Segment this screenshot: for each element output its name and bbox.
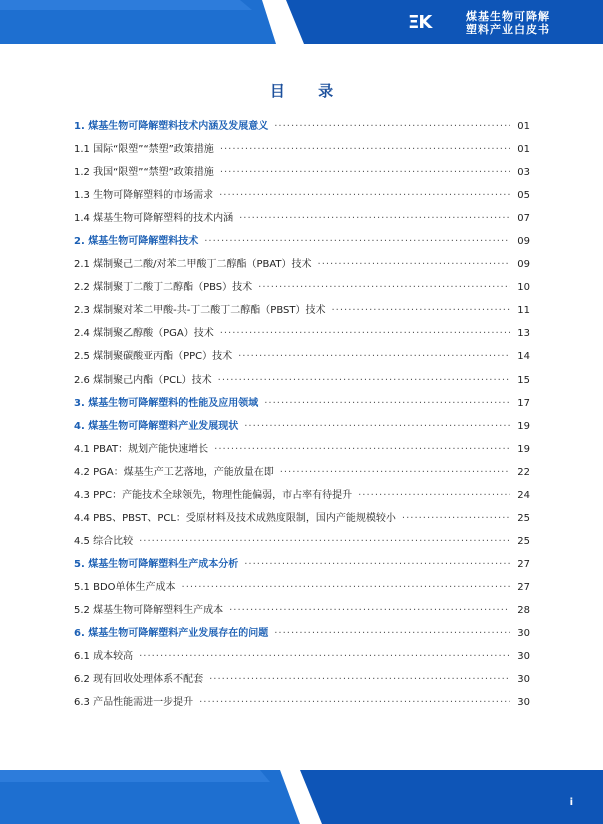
- toc-dot-leader: [402, 507, 510, 530]
- toc-dot-leader: [331, 299, 510, 322]
- toc-entry-label: 4.4 PBS、PBST、PCL：受原材料及技术成熟度限制，国内产能规模较小: [74, 512, 396, 524]
- toc-dot-leader: [139, 645, 510, 668]
- page-header-banner: [0, 0, 603, 44]
- toc-entry-label: 1.2 我国“限塑”“禁塑”政策措施: [74, 167, 214, 179]
- toc-entry-page-number: 11: [517, 305, 530, 317]
- toc-entry-page-number: 10: [517, 282, 530, 294]
- toc-entry-label: 1. 煤基生物可降解塑料技术内涵及发展意义: [74, 121, 269, 132]
- toc-dot-leader: [258, 276, 510, 299]
- toc-dot-leader: [209, 668, 510, 691]
- toc-section-entry[interactable]: [74, 299, 530, 322]
- toc-section-entry[interactable]: [74, 161, 530, 184]
- toc-dot-leader: [280, 461, 510, 484]
- toc-entry-page-number: 19: [517, 443, 530, 455]
- toc-entry-label: 2.2 煤制聚丁二酸丁二醇酯（PBS）技术: [74, 282, 253, 294]
- toc-entry-label: 2.4 煤制聚乙醇酸（PGA）技术: [74, 328, 214, 340]
- toc-entry-label: 6.1 成本较高: [74, 651, 134, 663]
- toc-dot-leader: [318, 253, 510, 276]
- toc-section-entry[interactable]: [74, 530, 530, 553]
- toc-section-entry[interactable]: [74, 184, 530, 207]
- toc-dot-leader: [274, 115, 510, 138]
- toc-chapter-entry[interactable]: [74, 553, 530, 576]
- toc-section-entry[interactable]: [74, 461, 530, 484]
- toc-dot-leader: [218, 369, 510, 392]
- toc-dot-leader: [239, 207, 510, 230]
- toc-entry-page-number: 17: [517, 397, 530, 409]
- toc-entry-label: 6.2 现有回收处理体系不配套: [74, 674, 204, 686]
- toc-dot-leader: [358, 484, 510, 507]
- toc-section-entry[interactable]: [74, 345, 530, 368]
- toc-dot-leader: [229, 599, 510, 622]
- toc-entry-page-number: 25: [517, 535, 530, 547]
- toc-entry-label: 6. 煤基生物可降解塑料产业发展存在的问题: [74, 628, 269, 640]
- toc-entry-label: 5.1 BDO单体生产成本: [74, 581, 176, 593]
- toc-entry-label: 5. 煤基生物可降解塑料生产成本分析: [74, 558, 239, 570]
- toc-entry-page-number: 25: [517, 512, 530, 524]
- toc-entry-page-number: 03: [517, 167, 530, 179]
- toc-dot-leader: [220, 322, 510, 345]
- header-brand-title: [466, 10, 550, 36]
- toc-entry-page-number: 01: [517, 144, 530, 156]
- toc-dot-leader: [219, 184, 510, 207]
- toc-entry-page-number: 30: [517, 697, 530, 709]
- toc-section-entry[interactable]: [74, 438, 530, 461]
- toc-entry-label: 2. 煤基生物可降解塑料技术: [74, 236, 199, 248]
- toc-entry-page-number: 27: [517, 581, 530, 593]
- toc-dot-leader: [139, 530, 510, 553]
- toc-entry-page-number: 28: [517, 604, 530, 616]
- toc-entry-page-number: 24: [517, 489, 530, 501]
- toc-chapter-entry[interactable]: [74, 415, 530, 438]
- toc-entry-label: 6.3 产品性能需进一步提升: [74, 697, 194, 709]
- toc-dot-leader: [204, 230, 510, 253]
- toc-entry-page-number: 14: [517, 351, 530, 363]
- table-of-contents: [74, 115, 530, 714]
- toc-entry-label: 4.5 综合比较: [74, 535, 134, 547]
- page-footer-banner: [0, 770, 603, 824]
- toc-dot-leader: [220, 138, 510, 161]
- toc-section-entry[interactable]: [74, 599, 530, 622]
- toc-entry-page-number: 30: [517, 628, 530, 640]
- toc-dot-leader: [274, 622, 510, 645]
- toc-section-entry[interactable]: [74, 507, 530, 530]
- toc-section-entry[interactable]: [74, 691, 530, 714]
- toc-entry-label: 5.2 煤基生物可降解塑料生产成本: [74, 604, 224, 616]
- toc-dot-leader: [220, 161, 510, 184]
- toc-entry-label: 4.3 PPC：产能技术全球领先，物理性能偏弱，市占率有待提升: [74, 489, 353, 501]
- toc-section-entry[interactable]: [74, 369, 530, 392]
- toc-entry-label: 1.1 国际“限塑”“禁塑”政策措施: [74, 144, 214, 156]
- toc-entry-label: 1.3 生物可降解塑料的市场需求: [74, 190, 214, 202]
- toc-entry-page-number: 01: [517, 121, 530, 132]
- toc-entry-label: 4.1 PBAT：规划产能快速增长: [74, 443, 209, 455]
- page-title: 目 录: [269, 82, 348, 100]
- toc-chapter-entry[interactable]: [74, 230, 530, 253]
- toc-entry-label: 2.1 煤制聚己二酸/对苯二甲酸丁二醇酯（PBAT）技术: [74, 259, 312, 271]
- toc-entry-page-number: 27: [517, 558, 530, 570]
- toc-dot-leader: [244, 553, 510, 576]
- toc-entry-label: 3. 煤基生物可降解塑料的性能及应用领域: [74, 397, 259, 409]
- toc-entry-page-number: 30: [517, 674, 530, 686]
- toc-chapter-entry[interactable]: [74, 115, 530, 138]
- toc-section-entry[interactable]: [74, 253, 530, 276]
- header-title-line2: 塑料产业白皮书: [466, 23, 550, 36]
- toc-chapter-entry[interactable]: [74, 622, 530, 645]
- toc-section-entry[interactable]: [74, 276, 530, 299]
- toc-entry-label: 1.4 煤基生物可降解塑料的技术内涵: [74, 213, 234, 225]
- toc-section-entry[interactable]: [74, 576, 530, 599]
- toc-entry-page-number: 30: [517, 651, 530, 663]
- toc-section-entry[interactable]: [74, 207, 530, 230]
- toc-section-entry[interactable]: [74, 668, 530, 691]
- brand-logo-icon: ΞK: [408, 12, 432, 33]
- toc-entry-label: 4.2 PGA：煤基生产工艺落地，产能放量在即: [74, 466, 274, 478]
- toc-section-entry[interactable]: [74, 484, 530, 507]
- toc-section-entry[interactable]: [74, 138, 530, 161]
- toc-section-entry[interactable]: [74, 645, 530, 668]
- toc-entry-label: 4. 煤基生物可降解塑料产业发展现状: [74, 420, 239, 432]
- toc-dot-leader: [238, 345, 510, 368]
- toc-entry-page-number: 07: [517, 213, 530, 225]
- footer-graphic: [0, 770, 603, 824]
- toc-dot-leader: [182, 576, 510, 599]
- toc-entry-page-number: 22: [517, 466, 530, 478]
- toc-entry-label: 2.3 煤制聚对苯二甲酸-共-丁二酸丁二醇酯（PBST）技术: [74, 305, 326, 317]
- toc-dot-leader: [244, 415, 510, 438]
- toc-entry-page-number: 15: [517, 374, 530, 386]
- toc-entry-label: 2.6 煤制聚己内酯（PCL）技术: [74, 374, 212, 386]
- toc-entry-page-number: 05: [517, 190, 530, 202]
- page-number: i: [569, 797, 573, 808]
- header-title-line1: 煤基生物可降解: [466, 10, 550, 23]
- toc-section-entry[interactable]: [74, 322, 530, 345]
- toc-dot-leader: [264, 392, 510, 415]
- toc-entry-page-number: 19: [517, 420, 530, 432]
- toc-dot-leader: [199, 691, 510, 714]
- toc-chapter-entry[interactable]: [74, 392, 530, 415]
- toc-dot-leader: [214, 438, 510, 461]
- toc-entry-page-number: 09: [517, 236, 530, 248]
- toc-entry-page-number: 09: [517, 259, 530, 271]
- toc-entry-label: 2.5 煤制聚碳酸亚丙酯（PPC）技术: [74, 351, 233, 363]
- toc-entry-page-number: 13: [517, 328, 530, 340]
